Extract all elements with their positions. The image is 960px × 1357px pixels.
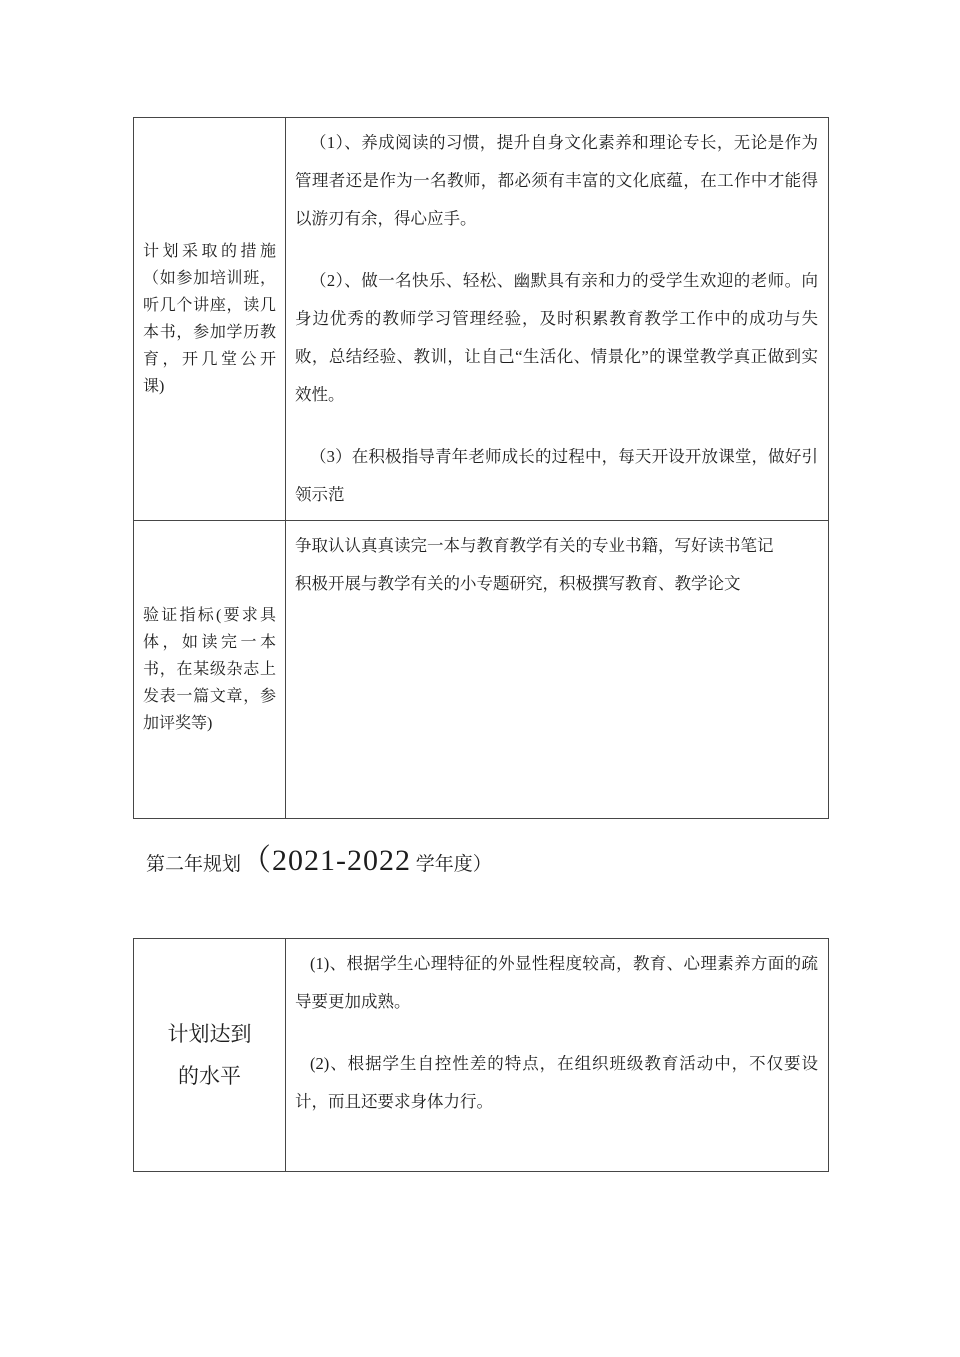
verification-label-cell (134, 521, 286, 819)
measures-label-cell (134, 118, 286, 521)
verification-label: 验证指标(要求具体，如读完一本书，在某级杂志上发表一篇文章，参加评奖等) (143, 607, 276, 732)
heading-prefix: 第二年规划 (146, 854, 242, 875)
table-row-verification (134, 521, 829, 819)
table-row-level (134, 939, 829, 1172)
section-heading-year2 (146, 840, 492, 886)
table-row-measures (134, 118, 829, 521)
level-content-cell (286, 939, 829, 1172)
year2-plan-table (133, 938, 829, 1172)
heading-suffix: 学年度） (411, 854, 492, 875)
measures-label: 计划采取的措施（如参加培训班，听几个讲座，读几本书，参加学历教育，开几堂公开课) (143, 243, 276, 395)
verification-content-cell (286, 521, 829, 819)
measures-paragraph-1: （1）、养成阅读的习惯，提升自身文化素养和理论专长，无论是作为管理者还是作为一名教师，都必须有丰富的文化底蕴，在工作中才能得以游刃有余，得心应手。 (295, 133, 818, 228)
level-label-cell (134, 939, 286, 1172)
measures-paragraph-2: （2）、做一名快乐、轻松、幽默具有亲和力的受学生欢迎的老师。向身边优秀的教师学习管理经验，及时积累教育教学工作中的成功与失败，总结经验、教训，让自己“生活化、情景化”的课堂教学真正做到实效性。 (295, 271, 818, 404)
measures-paragraph-3: （3）在积极指导青年老师成长的过程中，每天开设开放课堂，做好引领示范 (295, 447, 818, 504)
level-paragraph-1: (1)、根据学生心理特征的外显性程度较高，教育、心理素养方面的疏导要更加成熟。 (295, 954, 818, 1011)
level-label: 计划达到的水平 (167, 1022, 252, 1088)
verification-paragraph-1: 争取认认真真读完一本与教育教学有关的专业书籍，写好读书笔记 (295, 536, 774, 555)
heading-years: 2021-2022 (272, 844, 412, 877)
verification-paragraph-2: 积极开展与教学有关的小专题研究，积极撰写教育、教学论文 (295, 574, 741, 593)
measures-content-cell (286, 118, 829, 521)
heading-open-paren: （ (241, 844, 273, 877)
year1-plan-table (133, 117, 829, 819)
level-paragraph-2: (2)、根据学生自控性差的特点，在组织班级教育活动中，不仅要设计，而且还要求身体力行。 (295, 1054, 818, 1111)
